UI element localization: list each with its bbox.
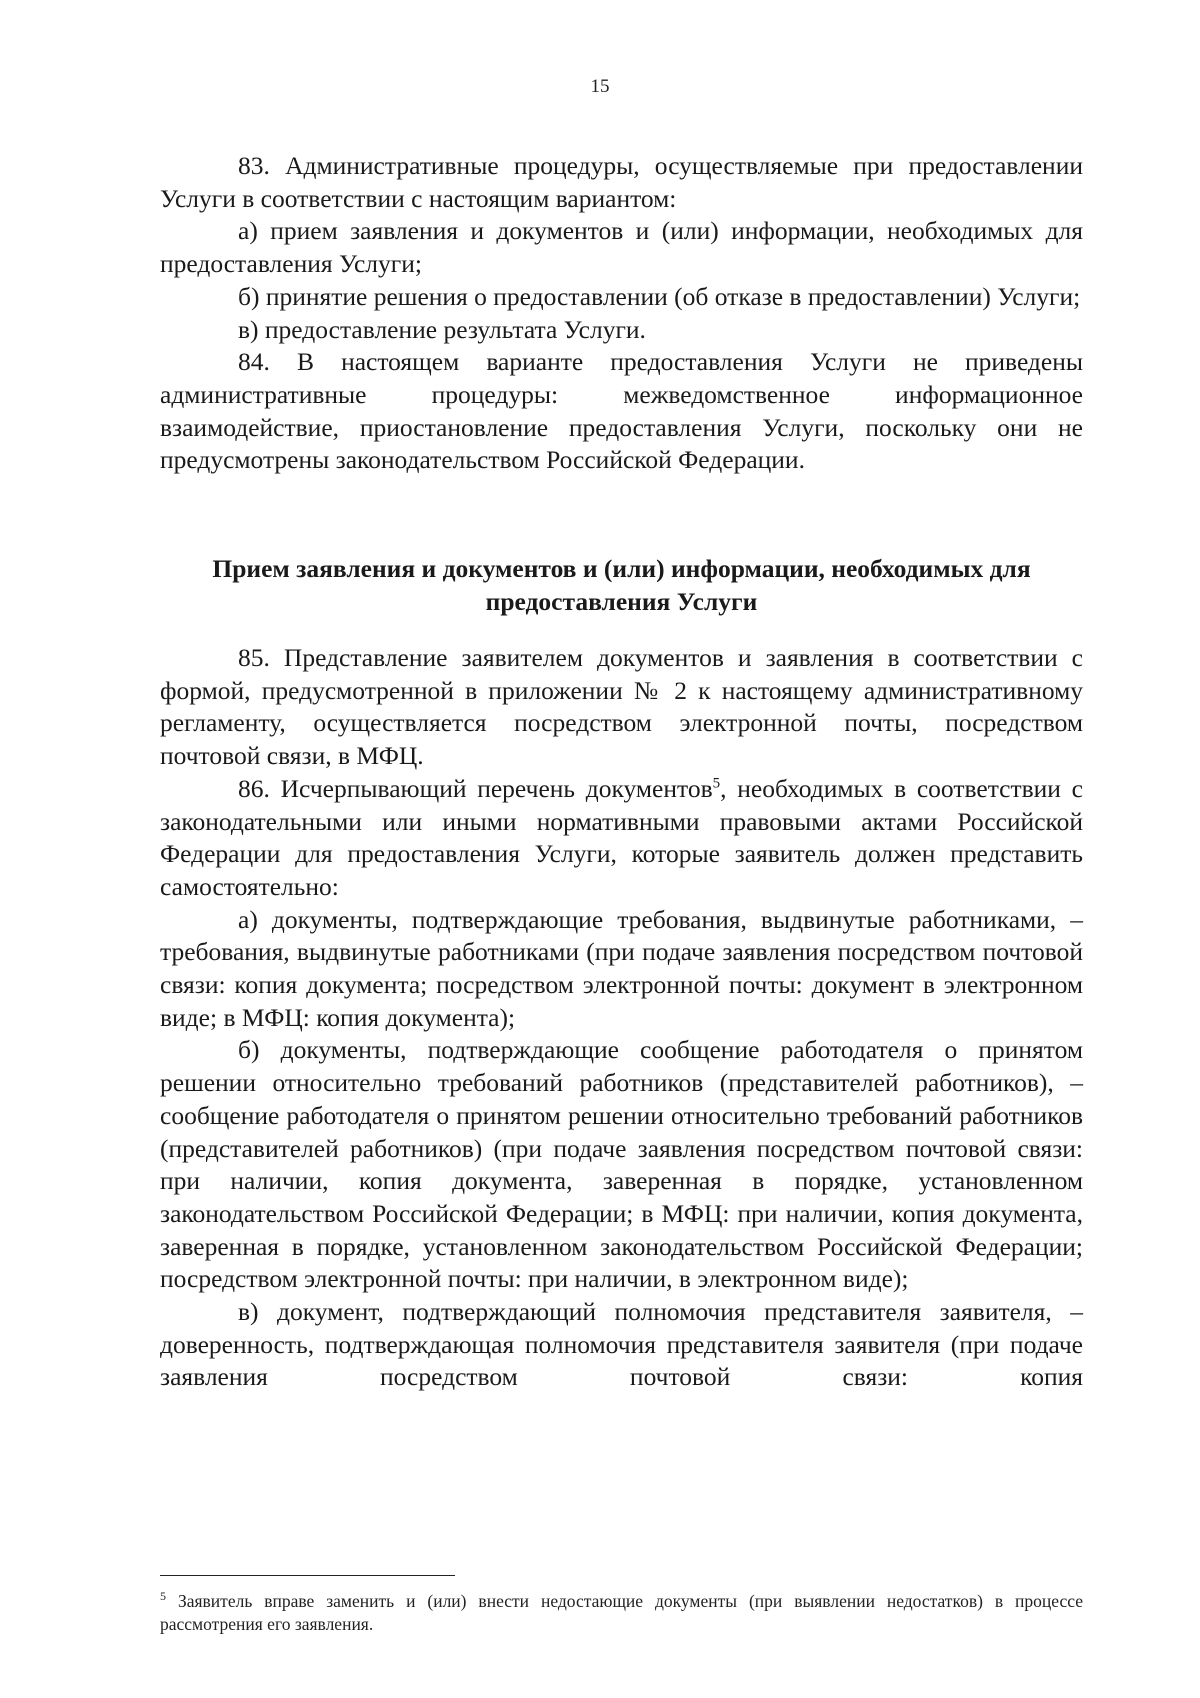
paragraph-86c: в) документ, подтверждающий полномочия представителя заявителя, – доверенность, подтверждающая полномочия представителя заявителя (при подаче заявления посредством почтовой связи: копия (160, 1297, 1083, 1392)
paragraph-84: 84. В настоящем варианте предоставления Услуги не приведены административные процедуры: межведомственное информационное взаимодействие, приостановление предоставления Услуги, поскольку они не предусмотрены законодательством Российской Федерации. (160, 347, 1083, 475)
footnote-reference: 5 (712, 775, 721, 792)
main-text-block (160, 150, 1083, 477)
paragraph-86-rest: , необходимых в соответствии с законодательными или иными нормативными правовыми актами Российской Федерации для предоставления Услуги, которые заявитель должен представить самостоятельно: (160, 773, 1083, 901)
paragraph-83c: в) предоставление результата Услуги. (238, 314, 646, 344)
footnote-marker: 5 (160, 1589, 166, 1604)
paragraph-86-start: 86. Исчерпывающий перечень документов (238, 773, 713, 803)
paragraph-85: 85. Представление заявителем документов и заявления в соответствии с формой, предусмотренной в приложении № 2 к настоящему административному регламенту, осуществляется посредством электронной почты, посредством почтовой связи, в МФЦ. (160, 643, 1083, 771)
paragraph-83a: а) прием заявления и документов и (или) информации, необходимых для предоставления Услуги; (160, 216, 1083, 279)
paragraph-86 (160, 773, 1083, 904)
footnote-separator (160, 1575, 455, 1576)
paragraph-86b: б) документы, подтверждающие сообщение работодателя о принятом решении относительно требований работников (представителей работников), – сообщение работодателя о принятом решении относительно требований работников (представителей работников) (при подаче заявления посредством почтовой связи: при наличии, копия документа, заверенная в порядке, установленном законодательством Российской Федерации; в МФЦ: при наличии, копия документа, заверенная в порядке, установленном законодательством Российской Федерации; посредством электронной почты: при наличии, в электронном виде); (160, 1035, 1083, 1294)
paragraph-83: 83. Административные процедуры, осуществляемые при предоставлении Услуги в соответствии с настоящим вариантом: (160, 151, 1083, 213)
section-heading: Прием заявления и документов и (или) информации, необходимых для предоставления Услуги (212, 554, 1031, 616)
footnote-text: Заявитель вправе заменить и (или) внести недостающие документы (при выявлении недостатков) в процессе рассмотрения его заявления. (160, 1591, 1084, 1634)
paragraph-83b: б) принятие решения о предоставлении (об отказе в предоставлении) Услуги; (238, 281, 1081, 311)
paragraph-86a: а) документы, подтверждающие требования, выдвинутые работниками, – требования, выдвинутые работниками (при подаче заявления посредством почтовой связи: копия документа; посредством электронной почты: документ в электронном виде; в МФЦ: копия документа); (160, 904, 1083, 1032)
page-number: 15 (590, 76, 610, 97)
footnote (160, 1590, 1083, 1635)
section-text-block (160, 642, 1083, 1394)
